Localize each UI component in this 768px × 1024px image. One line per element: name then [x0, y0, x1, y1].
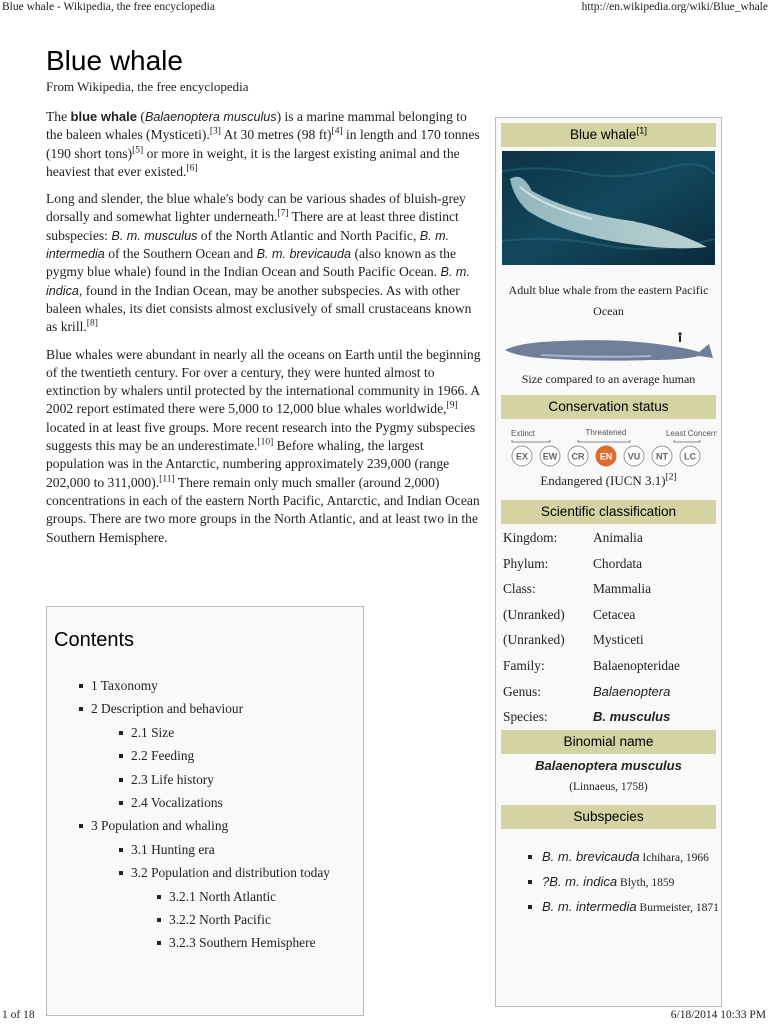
ref-5[interactable]: [5] [132, 145, 144, 156]
species-infobox [495, 117, 722, 1007]
subspecies-list [496, 845, 721, 920]
subspecies-authority[interactable]: Blyth, 1859 [620, 877, 675, 889]
toc-item[interactable]: 3.2.1 North Atlantic [47, 885, 330, 908]
print-footer [0, 1008, 768, 1024]
taxonomy-row: Genus: Balaenoptera [503, 679, 716, 705]
subspecies-link[interactable]: B. m. intermedia [542, 899, 637, 914]
taxon-link[interactable]: Mammalia [593, 581, 652, 597]
binomial-authority: (Linnaeus, 1758) [569, 781, 648, 793]
toc-item[interactable]: 2.3 Life history [47, 768, 330, 791]
status-code-label: EX [515, 451, 529, 462]
conservation-status-header: Conservation status [501, 395, 716, 419]
toc-item[interactable]: 2 Description and behaviour [47, 697, 330, 720]
iucn-status-scale[interactable] [502, 426, 717, 472]
toc-item[interactable]: 1 Taxonomy [47, 674, 330, 697]
blue-whale-photo[interactable] [502, 151, 715, 265]
binomial-name: Balaenoptera musculus [535, 758, 682, 773]
subspecies-link[interactable]: B. m. intermedia [46, 228, 450, 262]
ref-3[interactable]: [3] [209, 126, 221, 137]
toc-item[interactable]: 2.2 Feeding [47, 744, 330, 767]
ref-10[interactable]: [10] [257, 437, 274, 448]
print-header [0, 0, 768, 18]
size-caption: Size compared to an average human [521, 372, 696, 386]
taxonomy-row: Species: B. musculus [503, 704, 716, 730]
print-page-title: Blue whale - Wikipedia, the free encyclopedia [2, 1, 215, 13]
taxonomy-row: Phylum: Chordata [503, 551, 716, 577]
taxonomy-row: (Unranked) Mysticeti [503, 627, 716, 653]
list-item [496, 845, 721, 870]
toc-title: Contents [54, 629, 135, 651]
taxon-link[interactable]: Chordata [593, 555, 643, 571]
status-circles [512, 446, 700, 466]
infobox-title: Blue whale[1] [501, 123, 716, 147]
toc-item[interactable]: 3 Population and whaling [47, 814, 330, 837]
status-code-label: LC [684, 451, 696, 462]
ref-2[interactable]: [2] [665, 472, 677, 483]
status-code-label: CR [571, 451, 585, 462]
binomial-name-header: Binomial name [501, 730, 716, 754]
status-code-label: EN [599, 451, 613, 462]
taxonomy-row: (Unranked) Cetacea [503, 602, 716, 628]
ref-6[interactable]: [6] [186, 163, 198, 174]
ref-9[interactable]: [9] [446, 400, 458, 411]
subspecies-link[interactable]: B. m. musculus [111, 228, 198, 243]
subspecies-link[interactable]: B. m. brevicauda [542, 849, 640, 864]
toc-item[interactable]: 3.1 Hunting era [47, 838, 330, 861]
taxonomy-table [503, 525, 716, 730]
subspecies-header: Subspecies [501, 805, 716, 829]
article-body [46, 108, 482, 556]
status-code-label: VU [627, 451, 641, 462]
table-of-contents [46, 606, 364, 1016]
intro-paragraph-2: Long and slender, the blue whale's body can be various shades of bluish-grey dorsally and somewhat lighter underneath.[7] There are at least three distinct subspecies: B. m. musculus of the North Atlantic and North Pacific, B. m. intermedia of the Southern Ocean and B. m. brevicauda (also known as the pygmy blue whale) found in the Indian Ocean and South Pacific Ocean. B. m. indica, found in the Indian Ocean, may be another subspecies. As with other baleen whales, its diet consists almost exclusively of small crustaceans known as krill.[8] [46, 191, 472, 335]
taxonomy-row: Class: Mammalia [503, 576, 716, 602]
subspecies-link[interactable]: ?B. m. indica [542, 874, 618, 889]
conservation-status-text: Endangered (IUCN 3.1)[2] [540, 472, 677, 488]
print-timestamp: 6/18/2014 10:33 PM [670, 1009, 766, 1021]
toc-item[interactable]: 3.2.3 Southern Hemisphere [47, 931, 330, 954]
subspecies-authority[interactable]: Burmeister, 1871 [639, 902, 719, 914]
taxon-link[interactable]: Balaenoptera [593, 683, 671, 699]
photo-caption: Adult blue whale from the eastern Pacific Ocean [508, 283, 709, 318]
ref-1[interactable]: [1] [636, 125, 648, 137]
list-item [496, 870, 721, 895]
subspecies-authority[interactable]: Ichihara, 1966 [642, 852, 709, 864]
toc-item[interactable]: 3.2 Population and distribution today [47, 861, 330, 884]
taxon-link[interactable]: Mysticeti [593, 632, 644, 648]
intro-paragraph-1: The blue whale (Balaenoptera musculus) is a marine mammal belonging to the baleen whales (Mysticeti).[3] At 30 metres (98 ft)[4] in length and 170 tonnes (190 short tons)[5] or more in weight, it is the largest existing animal and the heaviest that ever existed.[6] [46, 109, 480, 179]
ref-4[interactable]: [4] [331, 126, 343, 137]
status-code-label: NT [656, 451, 668, 462]
scientific-name-link[interactable]: Balaenoptera musculus [144, 110, 277, 124]
subspecies-link[interactable]: B. m. indica [46, 265, 470, 298]
list-item [496, 895, 721, 920]
status-code-label: EW [542, 451, 558, 462]
taxonomy-row: Family: Balaenopteridae [503, 653, 716, 679]
toc-item[interactable]: 2.4 Vocalizations [47, 791, 330, 814]
ref-11[interactable]: [11] [159, 474, 175, 485]
threatened-label: Threatened [585, 428, 627, 437]
taxon-link[interactable]: Animalia [593, 530, 643, 545]
taxon-link[interactable]: Cetacea [593, 606, 636, 622]
page-title: Blue whale [46, 45, 183, 76]
size-comparison-image[interactable] [501, 328, 716, 368]
toc-item[interactable]: 2.1 Size [47, 721, 330, 744]
print-url[interactable]: http://en.wikipedia.org/wiki/Blue_whale [581, 1, 768, 13]
taxon-link[interactable]: Balaenopteridae [593, 657, 680, 673]
least-concern-label: Least Concern [665, 429, 717, 438]
ref-8[interactable]: [8] [86, 318, 98, 329]
taxonomy-row: Kingdom: Animalia [503, 525, 716, 551]
intro-paragraph-3: Blue whales were abundant in nearly all the oceans on Earth until the beginning of the twentieth century. For over a century, they were hunted almost to extinction by whalers until protected by the international community in 1966. A 2002 report estimated there were 5,000 to 12,000 blue whales worldwide,[9] located in at least five groups. More recent research into the Pygmy subspecies suggests this may be an underestimate.[10] Before whaling, the largest population was in the Antarctic, numbering approximately 239,000 (range 202,000 to 311,000).[11] There remain only much smaller (around 2,000) concentrations in each of the eastern North Pacific, Antarctic, and Indian Ocean groups. There are two more groups in the North Atlantic, and at least two in the Southern Hemisphere. [46, 346, 481, 545]
ref-7[interactable]: [7] [277, 208, 289, 219]
page-count: 1 of 18 [2, 1009, 35, 1021]
species-name: B. musculus [593, 709, 671, 725]
toc-list [47, 674, 330, 955]
extinct-label: Extinct [510, 429, 536, 438]
page-subtitle: From Wikipedia, the free encyclopedia [46, 79, 249, 94]
scientific-classification-header: Scientific classification [501, 500, 716, 524]
subspecies-link[interactable]: B. m. brevicauda [256, 247, 352, 262]
bold-term: blue whale [70, 109, 138, 124]
toc-item[interactable]: 3.2.2 North Pacific [47, 908, 330, 931]
